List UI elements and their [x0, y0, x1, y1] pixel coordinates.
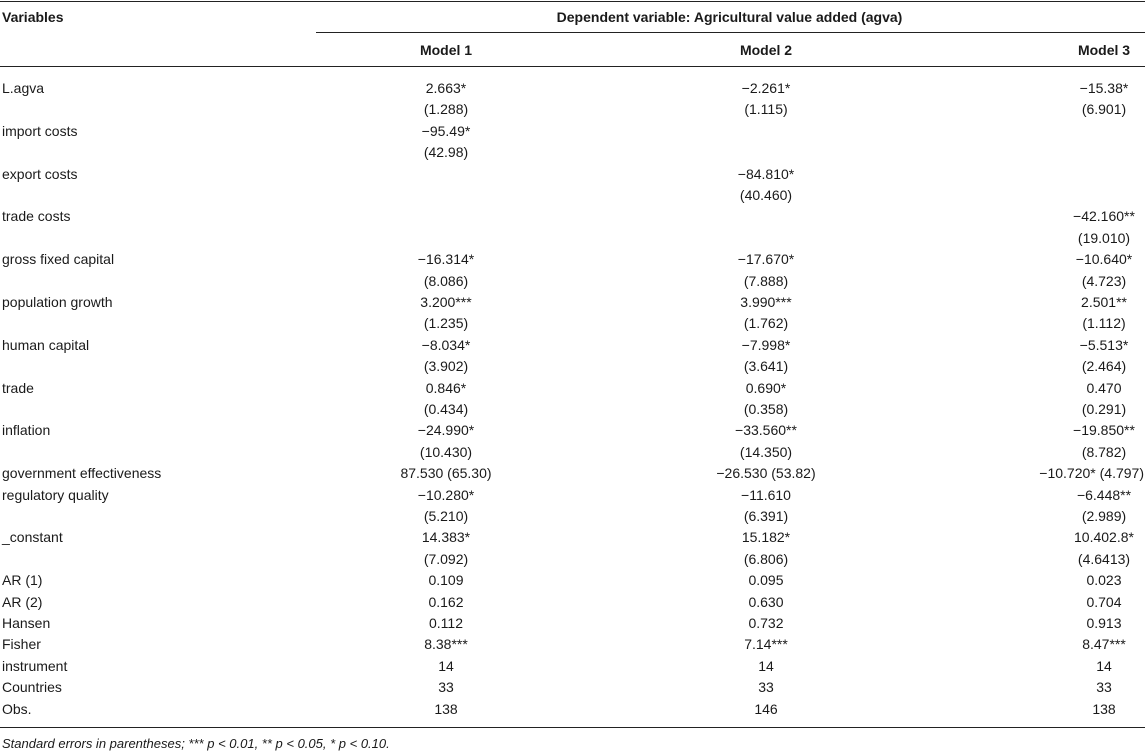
variable-label: export costs	[2, 165, 78, 182]
dependent-variable-header: Dependent variable: Agricultural value added (agva)	[556, 9, 903, 25]
model-2-coefficient: 3.990***	[740, 294, 792, 310]
variable-label: human capital	[2, 336, 90, 353]
model-3-coefficient-text: −5.513*	[1079, 336, 1129, 353]
model-3-standard-error	[935, 101, 1143, 118]
model-3-statistic-text: 14	[1096, 657, 1112, 674]
model-1-coefficient: −16.314*	[417, 251, 475, 268]
model-2-standard-error: (6.806)	[743, 550, 789, 567]
model-2-coefficient: −7.998*	[741, 336, 791, 353]
model-2-statistic: 33	[758, 679, 774, 696]
bottom-rule	[0, 727, 1145, 728]
model-2-coefficient: −33.560**	[735, 422, 797, 439]
model-3-standard-error	[935, 315, 1143, 332]
model-3-standard-error-text: (1.112)	[1082, 315, 1126, 332]
model-1-statistic: 8.38***	[424, 636, 468, 653]
model-3-standard-error	[935, 358, 1143, 375]
model-1-statistic: 33	[438, 679, 454, 696]
model-1-coefficient: 2.663*	[425, 80, 467, 96]
variable-label: inflation	[2, 422, 51, 439]
model-3-standard-error-text: (0.291)	[1081, 401, 1127, 417]
model-2-statistic: 14	[758, 657, 774, 674]
model-2-statistic: 7.14***	[744, 636, 788, 653]
statistic-label: Hansen	[2, 615, 51, 631]
variable-label: trade	[2, 379, 34, 396]
model-1-statistic: 0.112	[429, 615, 463, 631]
model-2-coefficient: −2.261*	[741, 80, 791, 96]
model-3-coefficient	[935, 422, 1143, 439]
statistic-label: Countries	[2, 679, 62, 696]
statistic-label: Obs.	[2, 700, 32, 717]
model-3-header-text: Model 3	[1077, 42, 1131, 58]
model-3-coefficient-text: −15.38*	[1079, 80, 1129, 96]
model-3-standard-error	[935, 444, 1143, 461]
model-2-coefficient: −84.810*	[737, 165, 795, 182]
model-3-coefficient	[935, 251, 1143, 268]
model-2-standard-error: (3.641)	[743, 358, 789, 375]
model-2-statistic: 0.630	[748, 593, 784, 610]
model-1-standard-error: (7.092)	[423, 550, 469, 567]
model-3-coefficient	[935, 123, 1143, 140]
model-1-statistic: 14	[438, 657, 454, 674]
model-3-statistic-text: 8.47***	[1082, 636, 1126, 653]
model-1-coefficient: −95.49*	[421, 122, 471, 139]
model-3-coefficient	[935, 294, 1143, 311]
model-3-coefficient	[935, 529, 1143, 546]
statistic-label: AR (2)	[2, 593, 43, 610]
model-2-header: Model 2	[739, 42, 793, 58]
model-3-standard-error	[935, 508, 1143, 525]
model-3-statistic-text: 0.023	[1086, 572, 1122, 589]
model-1-coefficient: −8.034*	[421, 336, 471, 353]
model-3-standard-error-text: (2.989)	[1081, 508, 1127, 524]
model-2-standard-error: (40.460)	[739, 187, 793, 203]
model-3-standard-error	[935, 401, 1143, 418]
model-1-standard-error: (1.235)	[423, 315, 469, 332]
model-3-header	[935, 42, 1143, 59]
model-3-coefficient	[935, 166, 1143, 183]
model-3-coefficient	[935, 380, 1143, 397]
model-2-coefficient: −17.670*	[737, 251, 795, 268]
model-1-standard-error: (5.210)	[423, 508, 469, 524]
model-3-standard-error-text: (4.6413)	[1077, 550, 1131, 567]
model-1-standard-error: (8.086)	[423, 272, 469, 289]
model-3-standard-error-text: (2.464)	[1081, 358, 1127, 375]
model-3-coefficient	[935, 337, 1143, 354]
model-3-statistic-text: 0.913	[1086, 615, 1122, 631]
model-1-standard-error: (10.430)	[419, 443, 473, 460]
model-2-standard-error: (1.762)	[743, 315, 789, 332]
model-1-statistic: 138	[434, 700, 458, 717]
variable-label: trade costs	[2, 208, 71, 225]
model-1-statistic: 0.162	[428, 593, 464, 610]
statistic-label: Fisher	[2, 636, 41, 653]
model-1-standard-error: (42.98)	[423, 144, 469, 161]
model-2-coefficient: 15.182*	[741, 529, 791, 546]
model-2-standard-error: (6.391)	[743, 508, 789, 524]
model-3-standard-error-text: (19.010)	[1077, 229, 1131, 246]
model-1-statistic: 0.109	[428, 572, 464, 589]
model-2-statistic: 0.732	[748, 615, 784, 631]
variable-label: population growth	[2, 294, 113, 310]
model-3-statistic	[935, 572, 1143, 589]
statistic-label: AR (1)	[2, 572, 43, 589]
model-3-standard-error	[935, 273, 1143, 290]
variables-header: Variables	[2, 9, 64, 25]
model-3-statistic	[935, 615, 1143, 632]
model-3-coefficient-text: 2.501**	[1081, 294, 1127, 310]
model-3-statistic	[935, 594, 1143, 611]
model-3-coefficient: −10.720* (4.797)	[1039, 465, 1144, 482]
model-1-standard-error: (0.434)	[423, 401, 469, 417]
model-3-statistic-text: 0.704	[1086, 593, 1122, 610]
model-3-standard-error-text: (4.723)	[1081, 272, 1127, 289]
model-3-coefficient	[935, 208, 1143, 225]
model-3-standard-error	[935, 551, 1143, 568]
model-2-standard-error: (1.115)	[744, 101, 788, 118]
model-1-standard-error: (1.288)	[423, 101, 469, 118]
model-1-coefficient: 0.846*	[425, 379, 467, 396]
variable-label: regulatory quality	[2, 486, 109, 503]
variable-label: government effectiveness	[2, 465, 162, 482]
model-1-standard-error: (3.902)	[423, 358, 469, 375]
model-3-statistic	[935, 679, 1143, 696]
model-3-statistic	[935, 658, 1143, 675]
top-rule	[0, 1, 1145, 2]
model-3-coefficient-text: −42.160**	[1073, 208, 1135, 225]
model-3-coefficient	[935, 80, 1143, 97]
table-footnote: Standard errors in parentheses; *** p < 0.01, ** p < 0.05, * p < 0.10.	[2, 736, 390, 751]
model-2-statistic: 0.095	[748, 572, 784, 589]
model-2-standard-error: (14.350)	[739, 443, 793, 460]
model-3-coefficient-text: 0.470	[1086, 379, 1122, 396]
statistic-label: instrument	[2, 657, 68, 674]
model-3-standard-error	[935, 230, 1143, 247]
model-2-coefficient: −11.610	[741, 486, 791, 503]
model-2-statistic: 146	[754, 700, 778, 717]
header-rule	[316, 32, 1145, 33]
model-3-standard-error	[935, 144, 1143, 161]
model-3-statistic-text: 138	[1092, 700, 1116, 717]
model-3-statistic	[935, 701, 1143, 718]
model-2-coefficient: 0.690*	[745, 379, 787, 396]
model-1-coefficient: 14.383*	[421, 529, 471, 546]
variable-label: import costs	[2, 122, 78, 139]
variable-label: L.agva	[2, 80, 45, 96]
model-3-coefficient-text: −19.850**	[1073, 422, 1135, 439]
model-2-standard-error: (7.888)	[743, 272, 789, 289]
model-3-coefficient-text: −6.448**	[1076, 486, 1132, 503]
model-1-coefficient: −24.990*	[417, 422, 475, 439]
subheader-rule	[0, 66, 1145, 67]
model-3-coefficient	[935, 487, 1143, 504]
model-3-coefficient-text: 10.402.8*	[1074, 529, 1134, 546]
model-3-standard-error-text: (6.901)	[1081, 101, 1127, 118]
variable-label: gross fixed capital	[2, 251, 115, 268]
model-1-coefficient: 3.200***	[420, 294, 472, 310]
model-2-standard-error: (0.358)	[743, 401, 789, 417]
model-3-coefficient-text: −10.640*	[1075, 251, 1133, 268]
model-2-coefficient: −26.530 (53.82)	[716, 465, 816, 482]
model-3-standard-error	[935, 187, 1143, 204]
model-1-coefficient: −10.280*	[417, 486, 475, 503]
variable-label: _constant	[2, 529, 63, 546]
model-1-header: Model 1	[419, 42, 473, 58]
model-3-standard-error-text: (8.782)	[1081, 443, 1127, 460]
model-3-statistic	[935, 636, 1143, 653]
model-3-statistic-text: 33	[1096, 679, 1112, 696]
model-1-coefficient: 87.530 (65.30)	[400, 465, 492, 482]
